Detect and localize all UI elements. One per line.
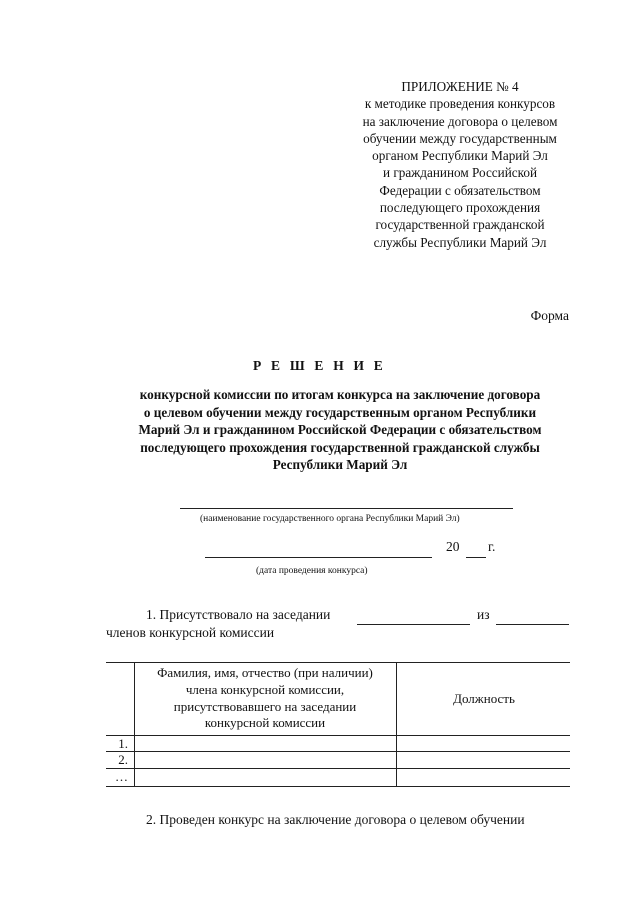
table-row-number: 2. [118,752,128,767]
item1-text-a: 1. Присутствовало на заседании [146,607,331,622]
table-row-number: 1. [118,736,128,751]
table-border-bottom [106,786,570,787]
table-border [106,735,570,736]
appendix-line: Федерации с обязательством [379,182,541,198]
table-header-line: члена конкурсной комиссии, [185,681,345,697]
subtitle-line: последующего прохождения государственной гражданской службы [140,439,540,455]
item2-text: 2. Проведен конкурс на заключение договора о целевом обучении [146,812,525,827]
table-border [106,768,570,769]
subtitle-line: о целевом обучении между государственным органом Республики [143,404,537,420]
appendix-line: и гражданином Российской [382,165,538,181]
appendix-line: к методике проведения конкурсов [364,96,556,112]
appendix-block [340,78,580,251]
date-line [205,557,432,558]
table-header-line: Фамилия, имя, отчество (при наличии) [157,665,373,680]
org-name-line [180,508,513,509]
appendix-line: органом Республики Марий Эл [372,148,548,164]
year-prefix: 20 [446,539,460,554]
appendix-title: ПРИЛОЖЕНИЕ № 4 [401,79,519,94]
table-header-line: конкурсной комиссии [204,715,326,731]
table-divider [134,662,135,786]
appendix-line: на заключение договора о целевом [362,113,558,129]
table-header-position: Должность [453,691,515,706]
appendix-line: государственной гражданской [375,217,545,233]
subtitle-line: Марий Эл и гражданином Российской Федерации с обязательством [138,422,542,438]
date-caption: (дата проведения конкурса) [256,566,368,576]
year-line [466,557,486,558]
table-border-top [106,662,570,663]
appendix-line: службы Республики Марий Эл [373,234,547,250]
table-divider [396,662,397,786]
document-subtitle [100,386,580,474]
appendix-line: последующего прохождения [379,200,541,216]
document-title: Р Е Ш Е Н И Е [253,358,386,373]
table-header-name [136,665,394,732]
table-border [106,751,570,752]
year-suffix: г. [488,539,496,554]
subtitle-line: Республики Марий Эл [272,457,408,473]
item1-text-c: членов конкурсной комиссии [106,625,275,640]
total-count-line [496,624,569,625]
table-header-line: присутствовавшего на заседании [173,698,357,714]
form-label: Форма [530,308,569,323]
subtitle-line: конкурсной комиссии по итогам конкурса на заключение договора [139,387,541,402]
present-count-line [357,624,470,625]
item1-text-b: из [477,607,490,622]
org-caption: (наименование государственного органа Республики Марий Эл) [200,514,460,524]
appendix-line: обучении между государственным [363,130,557,146]
table-row-number: … [115,769,128,784]
